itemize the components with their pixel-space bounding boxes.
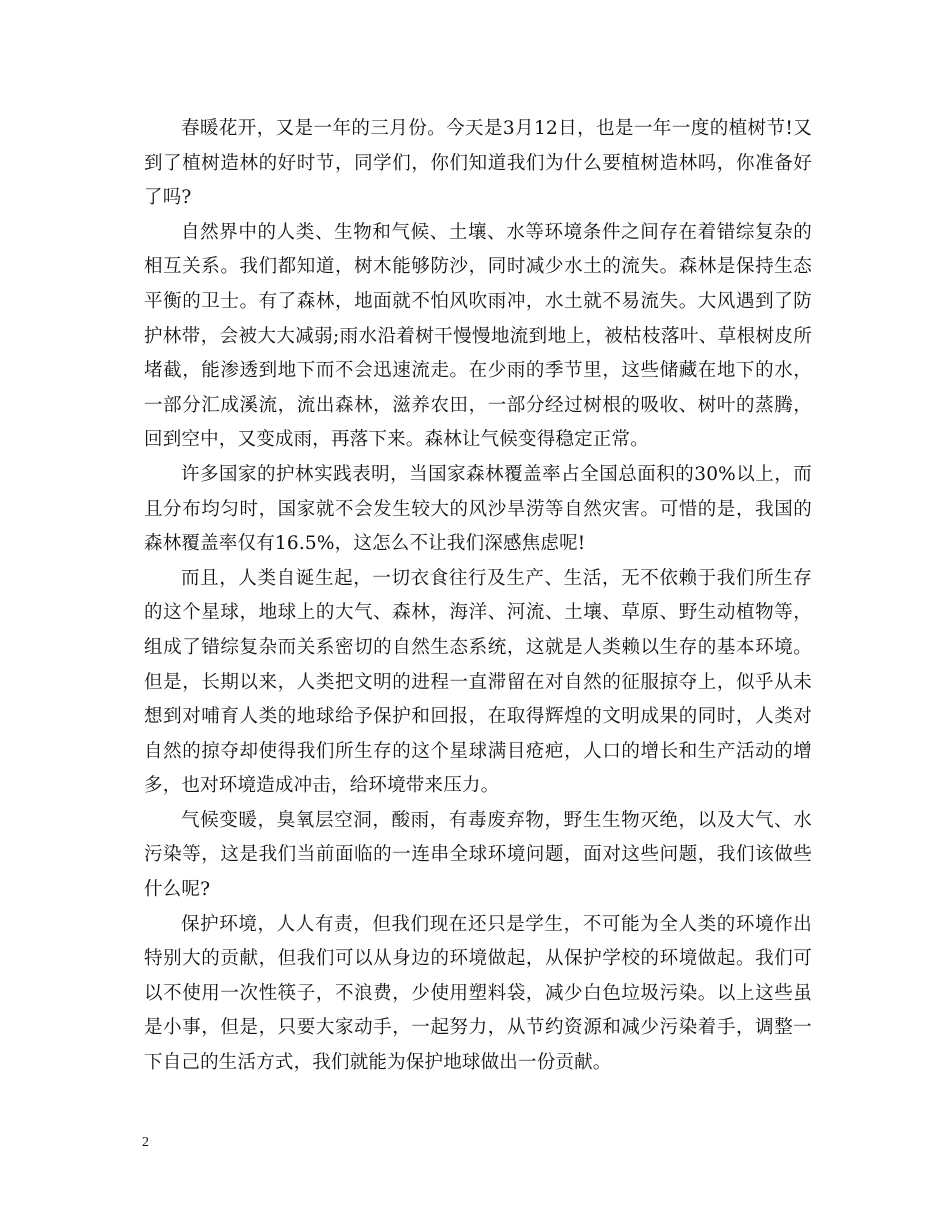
- paragraph-3: 许多国家的护林实践表明，当国家森林覆盖率占全国总面积的30%以上，而且分布均匀时，国家就不会发生较大的风沙旱涝等自然灾害。可惜的是，我国的森林覆盖率仅有16.5%，这怎么不让我们深感焦虑呢!: [144, 463, 812, 555]
- paragraph-6: 保护环境，人人有责，但我们现在还只是学生，不可能为全人类的环境作出特别大的贡献，但我们可以从身边的环境做起，从保护学校的环境做起。我们可以不使用一次性筷子，不浪费，少使用塑料袋，减少白色垃圾污染。以上这些虽是小事，但是，只要大家动手，一起努力，从节约资源和减少污染着手，调整一下自己的生活方式，我们就能为保护地球做出一份贡献。: [144, 913, 812, 1074]
- paragraph-2: 自然界中的人类、生物和气候、土壤、水等环境条件之间存在着错综复杂的相互关系。我们都知道，树木能够防沙，同时减少水土的流失。森林是保持生态平衡的卫士。有了森林，地面就不怕风吹雨冲，水土就不易流失。大风遇到了防护林带，会被大大减弱;雨水沿着树干慢慢地流到地上，被枯枝落叶、草根树皮所堵截，能渗透到地下而不会迅速流走。在少雨的季节里，这些储藏在地下的水，一部分汇成溪流，流出森林，滋养农田，一部分经过树根的吸收、树叶的蒸腾，回到空中，又变成雨，再落下来。森林让气候变得稳定正常。: [144, 221, 812, 451]
- page-number: 2: [142, 1135, 149, 1150]
- paragraph-4: 而且，人类自诞生起，一切衣食往行及生产、生活，无不依赖于我们所生存的这个星球，地球上的大气、森林，海洋、河流、土壤、草原、野生动植物等，组成了错综复杂而关系密切的自然生态系统，这就是人类赖以生存的基本环境。但是，长期以来，人类把文明的进程一直滞留在对自然的征服掠夺上，似乎从未想到对哺育人类的地球给予保护和回报，在取得辉煌的文明成果的同时，人类对自然的掠夺却使得我们所生存的这个星球满目疮疤，人口的增长和生产活动的增多，也对环境造成冲击，给环境带来压力。: [144, 567, 812, 797]
- paragraph-5: 气候变暖，臭氧层空洞，酸雨，有毒废弃物，野生生物灭绝，以及大气、水污染等，这是我们当前面临的一连串全球环境问题，面对这些问题，我们该做些什么呢?: [144, 809, 812, 901]
- paragraph-1: 春暖花开，又是一年的三月份。今天是3月12日，也是一年一度的植树节!又到了植树造林的好时节，同学们，你们知道我们为什么要植树造林吗，你准备好了吗?: [144, 118, 812, 209]
- document-body: [144, 112, 812, 1081]
